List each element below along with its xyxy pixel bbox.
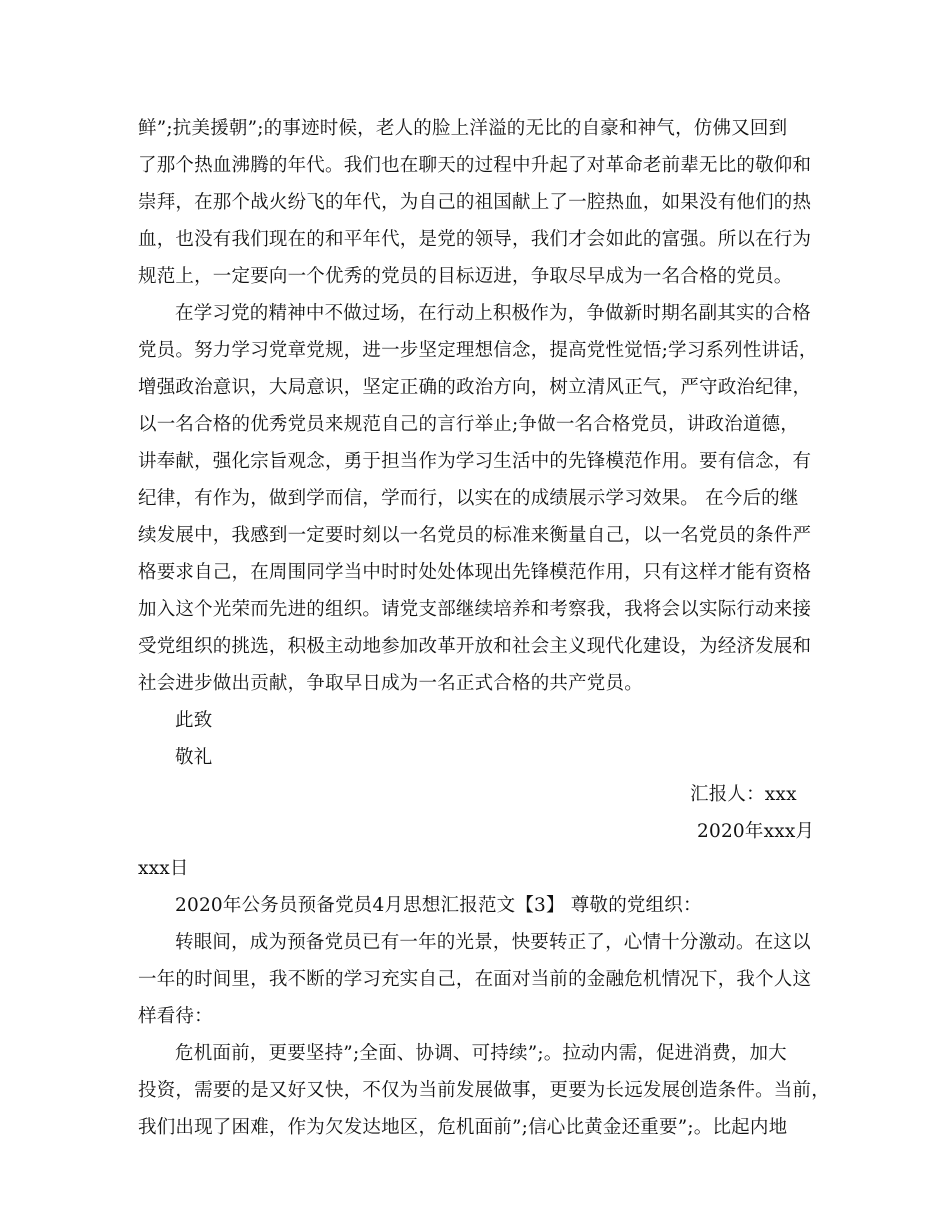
text-line: 在学习党的精神中不做过场，在行动上积极作为，争做新时期名副其实的合格	[175, 303, 811, 324]
text-line: 格要求自己，在周围同学当中时时处处体现出先锋模范作用，只有这样才能有资格	[138, 562, 812, 583]
text-line: 崇拜，在那个战火纷飞的年代，为自己的祖国献上了一腔热血，如果没有他们的热	[138, 192, 812, 213]
report-date: 2020年xxx月	[697, 821, 815, 842]
closing-salutation: 敬礼	[175, 747, 213, 768]
text-line: 社会进步做出贡献，争取早日成为一名正式合格的共产党员。	[138, 673, 643, 694]
text-line: 讲奉献，强化宗旨观念，勇于担当作为学习生活中的先锋模范作用。要有信念，有	[138, 451, 812, 472]
text-line: 样看待：	[138, 1006, 213, 1027]
reporter-signature: 汇报人：xxx	[690, 784, 797, 805]
text-line: 规范上，一定要向一个优秀的党员的目标迈进，争取尽早成为一名合格的党员。	[138, 266, 793, 287]
text-line: 纪律，有作为，做到学而信，学而行，以实在的成绩展示学习效果。 在今后的继	[138, 488, 799, 509]
text-line: 加入这个光荣而先进的组织。请党支部继续培养和考察我，我将会以实际行动来接	[138, 599, 812, 620]
text-line: 一年的时间里，我不断的学习充实自己，在面对当前的金融危机情况下，我个人这	[138, 969, 812, 990]
text-line: 党员。努力学习党章党规，进一步坚定理想信念，提高党性觉悟;学习系列性讲话，	[138, 340, 818, 361]
text-line: 增强政治意识，大局意识，坚定正确的政治方向，树立清风正气，严守政治纪律，	[138, 377, 812, 398]
text-line: 了那个热血沸腾的年代。我们也在聊天的过程中升起了对革命老前辈无比的敬仰和	[138, 155, 812, 176]
text-line: 以一名合格的优秀党员来规范自己的言行举止;争做一名合格党员，讲政治道德，	[138, 414, 799, 435]
text-line: 续发展中，我感到一定要时刻以一名党员的标准来衡量自己，以一名党员的条件严	[138, 525, 812, 546]
text-line: 危机面前，更要坚持”;全面、协调、可持续”;。拉动内需，促进消费，加大	[175, 1043, 787, 1064]
text-line: 受党组织的挑选，积极主动地参加改革开放和社会主义现代化建设，为经济发展和	[138, 636, 812, 657]
text-line: 血，也没有我们现在的和平年代，是党的领导，我们才会如此的富强。所以在行为	[138, 229, 812, 250]
report-date: xxx日	[138, 858, 189, 879]
closing-salutation: 此致	[175, 710, 213, 731]
text-line: 鲜”;抗美援朝”;的事迹时候，老人的脸上洋溢的无比的自豪和神气，仿佛又回到	[138, 118, 788, 139]
text-line: 我们出现了困难，作为欠发达地区，危机面前”;信心比黄金还重要”;。比起内地	[138, 1117, 788, 1138]
text-line: 投资，需要的是又好又快，不仅为当前发展做事，更要为长远发展创造条件。当前，	[138, 1080, 830, 1101]
text-line: 转眼间，成为预备党员已有一年的光景，快要转正了，心情十分激动。在这以	[175, 932, 811, 953]
section-heading: 2020年公务员预备党员4月思想汇报范文【3】 尊敬的党组织：	[175, 895, 702, 916]
